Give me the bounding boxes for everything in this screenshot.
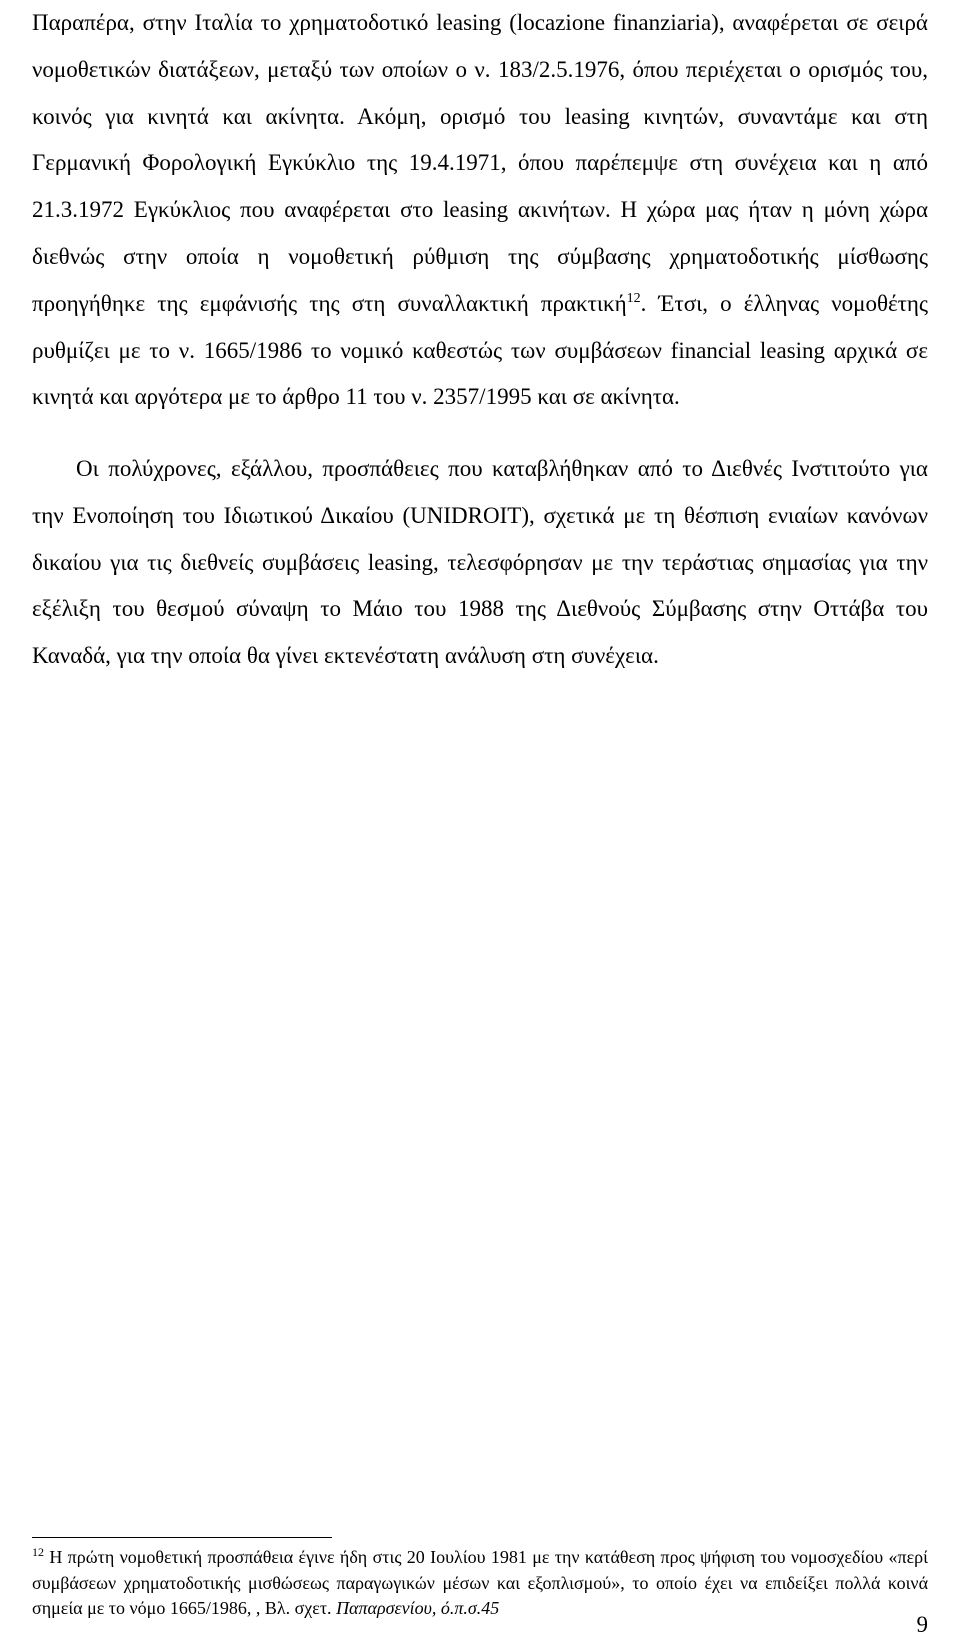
page-number: 9 — [916, 1612, 928, 1637]
document-page — [32, 0, 928, 1647]
footnote-number: 12 — [32, 1545, 44, 1559]
footnote-reference-12[interactable]: 12 — [626, 290, 641, 306]
footnote-text: Η πρώτη νομοθετική προσπάθεια έγινε ήδη στις 20 Ιουλίου 1981 με την κατάθεση προς ψήφιση του νομοσχεδίου «περί συμβάσεων χρηματοδοτικής μισθώσεως παραγωγικών μέσων και εξοπλισμού», το οποίο έχει να επιδείξει πολλά κοινά σημεία με το νόμο 1665/1986, , Βλ. σχετ. — [32, 1547, 928, 1618]
paragraph-1-text-a: Παραπέρα, στην Ιταλία το χρηματοδοτικό leasing (locazione finanziaria), αναφέρεται σε σειρά νομοθετικών διατάξεων, μεταξύ των οποίων ο ν. 183/2.5.1976, όπου περιέχεται ο ορισμός του, κοινός για κινητά και ακίνητα. Ακόμη, ορισμό του leasing κινητών, συναντάμε και στη Γερμανική Φορολογική Εγκύκλιο της 19.4.1971, όπου παρέπεμψε στη συνέχεια και η από 21.3.1972 Εγκύκλιος που αναφέρεται στο leasing ακινήτων. Η χώρα μας ήταν η μόνη χώρα διεθνώς στην οποία η νομοθετική ρύθμιση της σύμβασης χρηματοδοτικής μίσθωσης προηγήθηκε της εμφάνισής της στη συναλλακτική πρακτική — [32, 10, 928, 316]
body-paragraph-1 — [32, 0, 928, 421]
paragraph-1-text-b: . Έτσι, ο έλληνας νομοθέτης ρυθμίζει με το ν. 1665/1986 το νομικό καθεστώς των συμβάσεων financial leasing αρχικά σε κινητά και αργότερα με το άρθρο 11 του ν. 2357/1995 και σε ακίνητα. — [32, 290, 928, 410]
footnote-separator — [32, 1537, 332, 1538]
footnote-12 — [32, 1545, 928, 1622]
body-paragraph-2: Οι πολύχρονες, εξάλλου, προσπάθειες που καταβλήθηκαν από το Διεθνές Ινστιτούτο για την Ενοποίηση του Ιδιωτικού Δικαίου (UNIDROIT), σχετικά με τη θέσπιση ενιαίων κανόνων δικαίου για τις διεθνείς συμβάσεις leasing, τελεσφόρησαν με την τεράστιας σημασίας για την εξέλιξη του θεσμού σύναψη το Μάιο του 1988 της Διεθνούς Σύμβασης στην Οττάβα του Καναδά, για την οποία θα γίνει εκτενέστατη ανάλυση στη συνέχεια. — [32, 456, 928, 669]
footnote-citation: Παπαρσενίου, ό.π.σ.45 — [336, 1598, 500, 1618]
